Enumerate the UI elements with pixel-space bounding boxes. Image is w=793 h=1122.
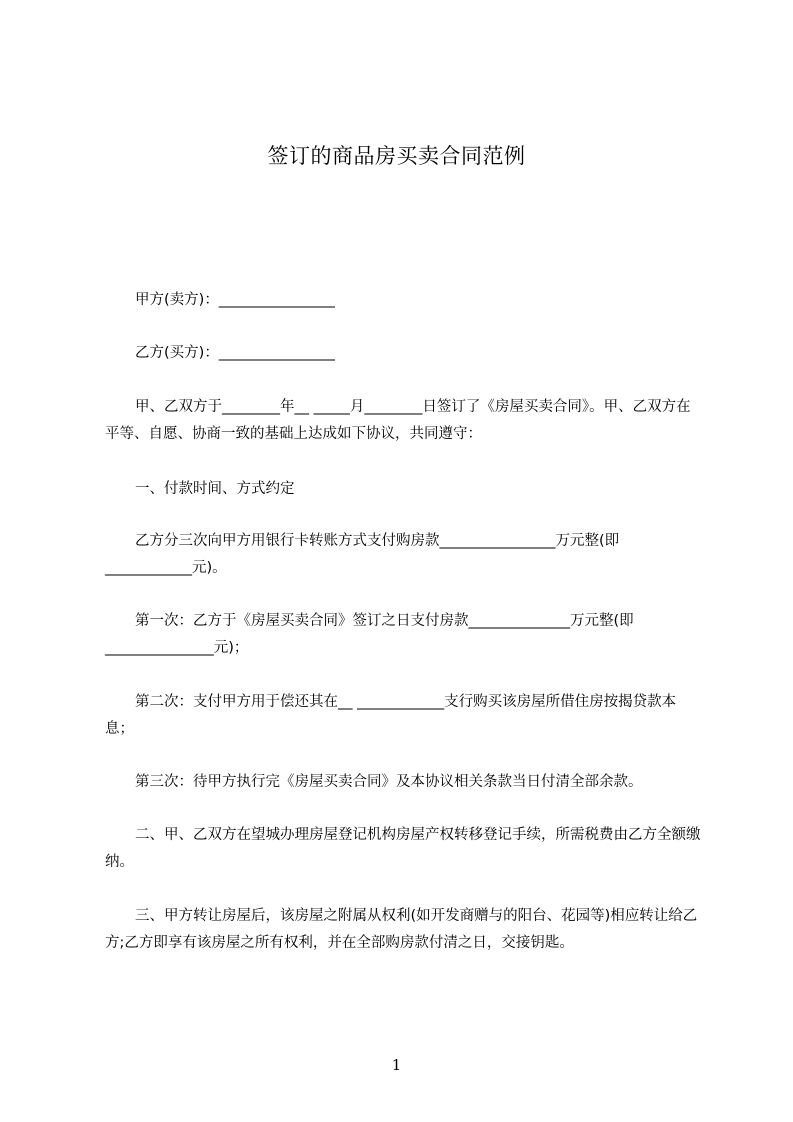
payment-method-paragraph: 乙方分三次向甲方用银行卡转账方式支付购房款________________万元整(即____________元)。 bbox=[105, 533, 620, 576]
section2-paragraph: 二、甲、乙双方在望城办理房屋登记机构房屋产权转移登记手续，所需税费由乙方全额缴纳。 bbox=[105, 827, 701, 870]
document-title: 签订的商品房买卖合同范例 bbox=[267, 144, 526, 168]
intro-paragraph: 甲、乙双方于________年__ _____月________日签订了《房屋买卖合同》。甲、乙双方在平等、自愿、协商一致的基础上达成如下协议，共同遵守： bbox=[105, 399, 691, 442]
page-number: 1 bbox=[391, 1056, 402, 1074]
section3-paragraph: 三、甲方转让房屋后，该房屋之附属从权利(如开发商赠与的阳台、花园等)相应转让给乙方;乙方即享有该房屋之所有权利，并在全部购房款付清之日，交接钥匙。 bbox=[105, 908, 698, 951]
third-payment-paragraph: 第三次：待甲方执行完《房屋买卖合同》及本协议相关条款当日付清全部余款。 bbox=[135, 774, 643, 790]
first-payment-paragraph: 第一次：乙方于《房屋买卖合同》签订之日支付房款______________万元整(即_______________元)； bbox=[105, 613, 634, 656]
party-b-line: 乙方(买方)：________________ bbox=[135, 345, 335, 361]
party-a-line: 甲方(卖方)：________________ bbox=[135, 292, 335, 308]
second-payment-paragraph: 第二次：支付甲方用于偿还其在__ ____________支行购买该房屋所借住房按揭贷款本息； bbox=[105, 694, 677, 737]
section1-heading: 一、付款时间、方式约定 bbox=[135, 481, 295, 497]
